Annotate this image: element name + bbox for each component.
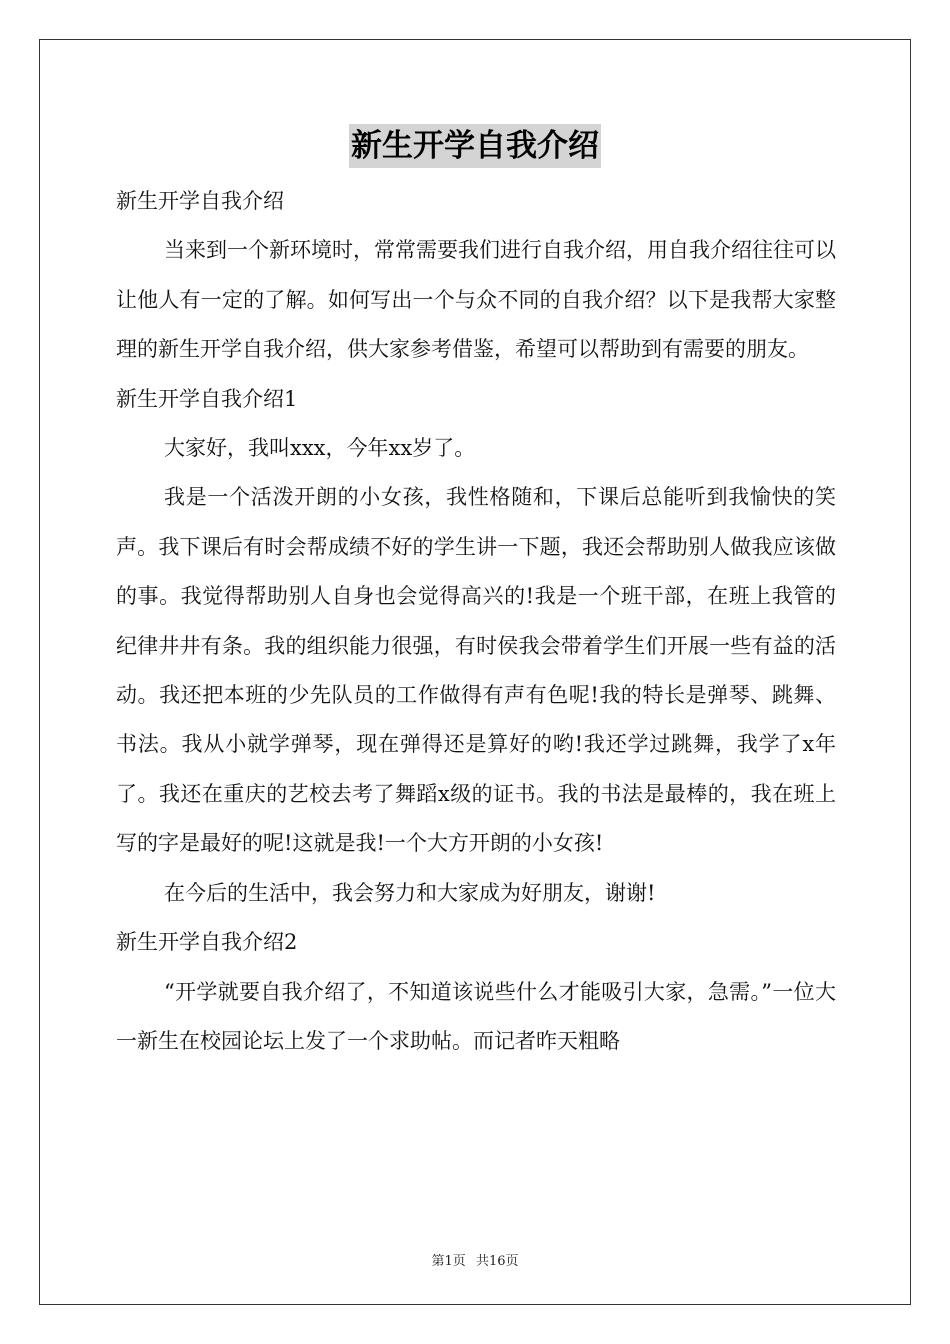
section-2-heading: 新生开学自我介绍2 bbox=[116, 930, 298, 955]
document-title: 新生开学自我介绍 bbox=[349, 124, 601, 168]
document-body bbox=[116, 177, 836, 1066]
page-number: 第1页 bbox=[431, 1254, 466, 1269]
section-1-paragraph-1: 大家好，我叫xxx，今年xx岁了。 bbox=[164, 436, 476, 461]
section-1-paragraph-3: 在今后的生活中，我会努力和大家成为好朋友，谢谢! bbox=[164, 880, 656, 905]
subtitle: 新生开学自我介绍 bbox=[116, 189, 284, 213]
section-2-paragraph-1: “开学就要自我介绍了，不知道该说些什么才能吸引大家，急需。”一位大一新生在校园论坛上发了一个求助帖。而记者昨天粗略 bbox=[116, 979, 836, 1053]
section-1-paragraph-2: 我是一个活泼开朗的小女孩，我性格随和，下课后总能听到我愉快的笑声。我下课后有时会帮成绩不好的学生讲一下题，我还会帮助别人做我应该做的事。我觉得帮助别人自身也会觉得高兴的!我是一个班干部，在班上我管的纪律井井有条。我的组织能力很强，有时侯我会带着学生们开展一些有益的活动。我还把本班的少先队员的工作做得有声有色呢!我的特长是弹琴、跳舞、书法。我从小就学弹琴，现在弹得还是算好的哟!我还学过跳舞，我学了x年了。我还在重庆的艺校去考了舞蹈x级的证书。我的书法是最棒的，我在班上写的字是最好的呢!这就是我!一个大方开朗的小女孩! bbox=[116, 485, 836, 856]
section-1-heading: 新生开学自我介绍1 bbox=[116, 386, 298, 411]
page-total: 共16页 bbox=[475, 1254, 519, 1269]
intro-paragraph: 当来到一个新环境时，常常需要我们进行自我介绍，用自我介绍往往可以让他人有一定的了解。如何写出一个与众不同的自我介绍？以下是我帮大家整理的新生开学自我介绍，供大家参考借鉴，希望可以帮助到有需要的朋友。 bbox=[116, 238, 836, 362]
title-container bbox=[0, 124, 950, 168]
page-footer bbox=[0, 1250, 950, 1269]
